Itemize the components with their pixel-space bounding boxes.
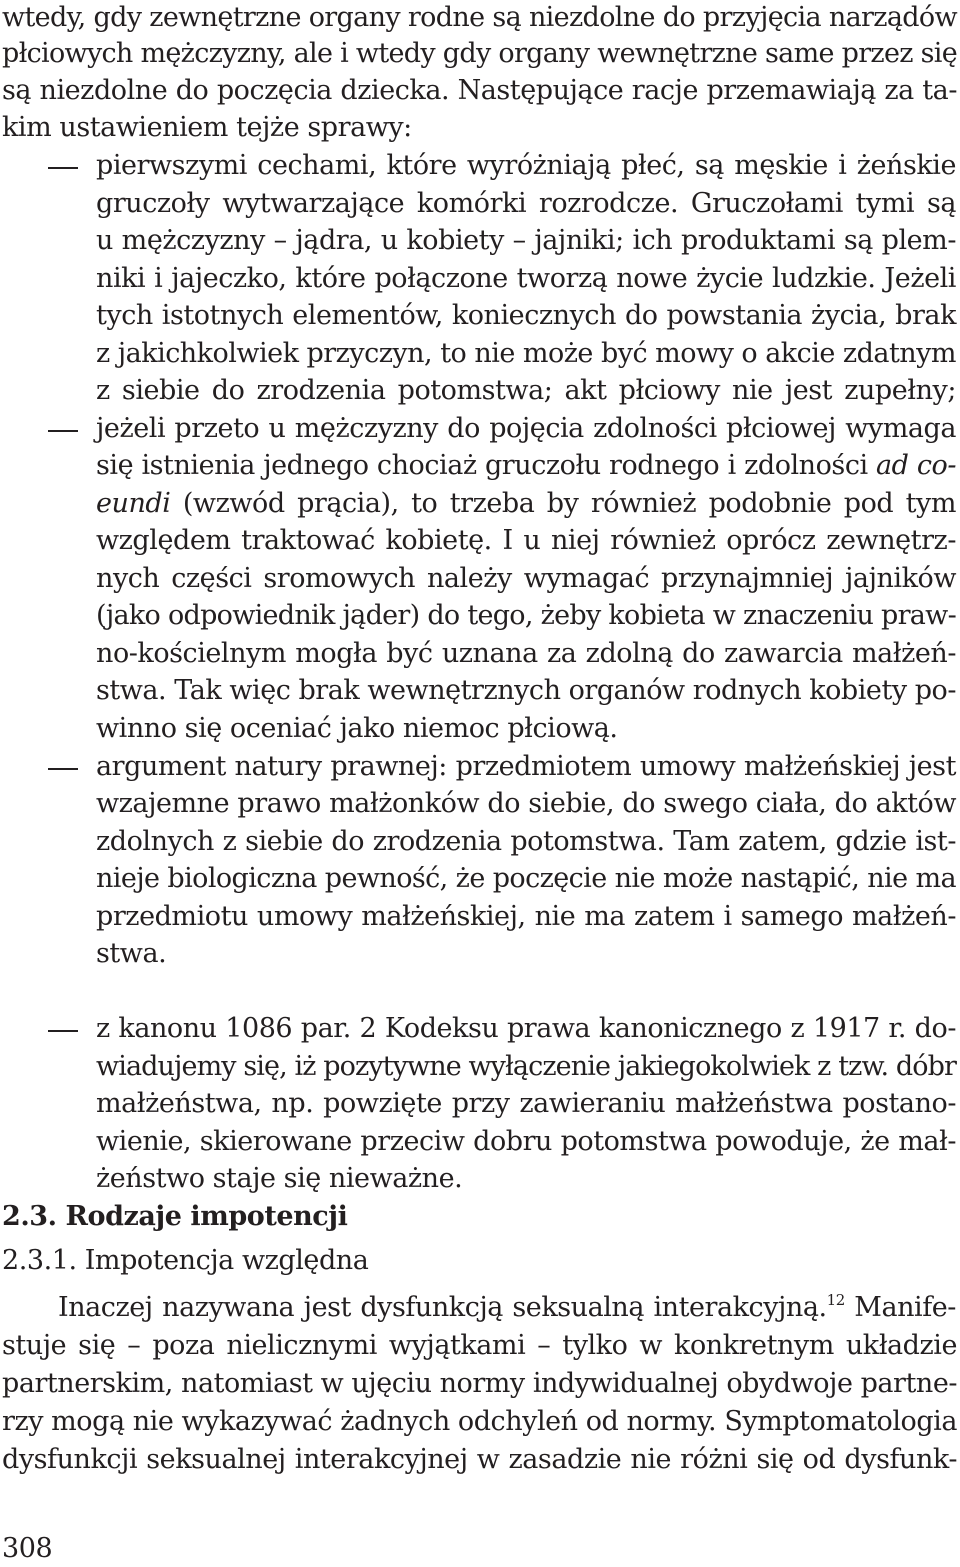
- text-line: przedmiotu umowy małżeńskiej, nie ma zatem i samego małżeń-: [96, 901, 956, 932]
- text-run: (wzwód prącia), to trzeba by również podobnie pod tym: [170, 488, 956, 519]
- text-line: z kanonu 1086 par. 2 Kodeksu prawa kanonicznego z 1917 r. do-: [96, 1013, 956, 1044]
- dash-bullet: [48, 167, 78, 169]
- text-line: nieje biologiczna pewność, że poczęcie nie może nastąpić, nie ma: [96, 863, 956, 894]
- text-line: argument natury prawnej: przedmiotem umowy małżeńskiej jest: [96, 751, 956, 782]
- text-line: winno się oceniać jako niemoc płciową.: [96, 713, 618, 744]
- text-line: stwa.: [96, 938, 167, 969]
- dash-bullet: [48, 768, 78, 770]
- text-run: Inaczej nazywana jest dysfunkcją seksualną interakcyjną.: [58, 1292, 827, 1323]
- text-line: u mężczyzny – jądra, u kobiety – jajniki; ich produktami są plem-: [96, 225, 956, 256]
- text-line: jeżeli przeto u mężczyzny do pojęcia zdolności płciowej wymaga: [96, 413, 956, 444]
- footnote-marker[interactable]: 12: [826, 1291, 845, 1309]
- dash-bullet: [48, 1030, 78, 1032]
- text-line: z siebie do zrodzenia potomstwa; akt płciowy nie jest zupełny;: [96, 375, 956, 406]
- text-line: [96, 486, 956, 522]
- text-line: no-kościelnym mogła być uznana za zdolną do zawarcia małżeń-: [96, 638, 956, 669]
- text-line: małżeństwa, np. powzięte przy zawieraniu małżeństwa postano-: [96, 1088, 956, 1119]
- text-run: Manife-: [844, 1292, 956, 1323]
- text-line: z jakichkolwiek przyczyn, to nie może być mowy o akcie zdatnym: [96, 338, 956, 369]
- text-line: [96, 448, 956, 484]
- text-line: wienie, skierowane przeciw dobru potomstwa powoduje, że mał-: [96, 1126, 956, 1157]
- page-number: 308: [2, 1533, 53, 1564]
- text-line: partnerskim, natomiast w ujęciu normy indywidualnej obydwoje partne-: [2, 1368, 957, 1399]
- text-line: tych istotnych elementów, koniecznych do powstania życia, brak: [96, 300, 956, 331]
- text-line: rzy mogą nie wykazywać żadnych odchyleń od normy. Symptomatologia: [2, 1406, 957, 1437]
- text-line: stwa. Tak więc brak wewnętrznych organów rodnych kobiety po-: [96, 675, 956, 706]
- text-line: wtedy, gdy zewnętrzne organy rodne są niezdolne do przyjęcia narządów: [2, 2, 957, 33]
- text-line: pierwszymi cechami, które wyróżniają płeć, są męskie i żeńskie: [96, 150, 956, 181]
- text-line: zdolnych z siebie do zrodzenia potomstwa. Tam zatem, gdzie ist-: [96, 826, 956, 857]
- section-heading: 2.3. Rodzaje impotencji: [2, 1201, 348, 1232]
- text-line: wzajemne prawo małżonków do siebie, do swego ciała, do aktów: [96, 788, 956, 819]
- text-line: stuje się – poza nielicznymi wyjątkami – tylko w konkretnym układzie: [2, 1330, 957, 1361]
- latin-term: eundi: [96, 488, 171, 519]
- text-line: (jako odpowiednik jąder) do tego, żeby kobieta w znaczeniu praw-: [96, 600, 956, 631]
- text-line: wiadujemy się, iż pozytywne wyłączenie jakiegokolwiek z tzw. dóbr: [96, 1051, 956, 1082]
- text-line: gruczoły wytwarzające komórki rozrodcze. Gruczołami tymi są: [96, 188, 956, 219]
- text-line: kim ustawieniem tejże sprawy:: [2, 112, 412, 143]
- text-line: żeństwo staje się nieważne.: [96, 1163, 463, 1194]
- text-line: dysfunkcji seksualnej interakcyjnej w zasadzie nie różni się od dysfunk-: [2, 1444, 957, 1475]
- text-line: względem traktować kobietę. I u niej również oprócz zewnętrz-: [96, 525, 956, 556]
- subsection-heading: 2.3.1. Impotencja względna: [2, 1245, 369, 1276]
- text-line: [58, 1290, 956, 1326]
- text-line: są niezdolne do poczęcia dziecka. Następujące racje przemawiają za ta-: [2, 75, 957, 106]
- text-line: płciowych mężczyzny, ale i wtedy gdy organy wewnętrzne same przez się: [2, 38, 957, 69]
- text-line: niki i jajeczko, które połączone tworzą nowe życie ludzkie. Jeżeli: [96, 263, 956, 294]
- latin-term: ad co-: [876, 450, 956, 481]
- text-run: się istnienia jednego chociaż gruczołu rodnego i zdolności: [96, 450, 877, 481]
- dash-bullet: [48, 430, 78, 432]
- text-line: nych części sromowych należy wymagać przynajmniej jajników: [96, 563, 956, 594]
